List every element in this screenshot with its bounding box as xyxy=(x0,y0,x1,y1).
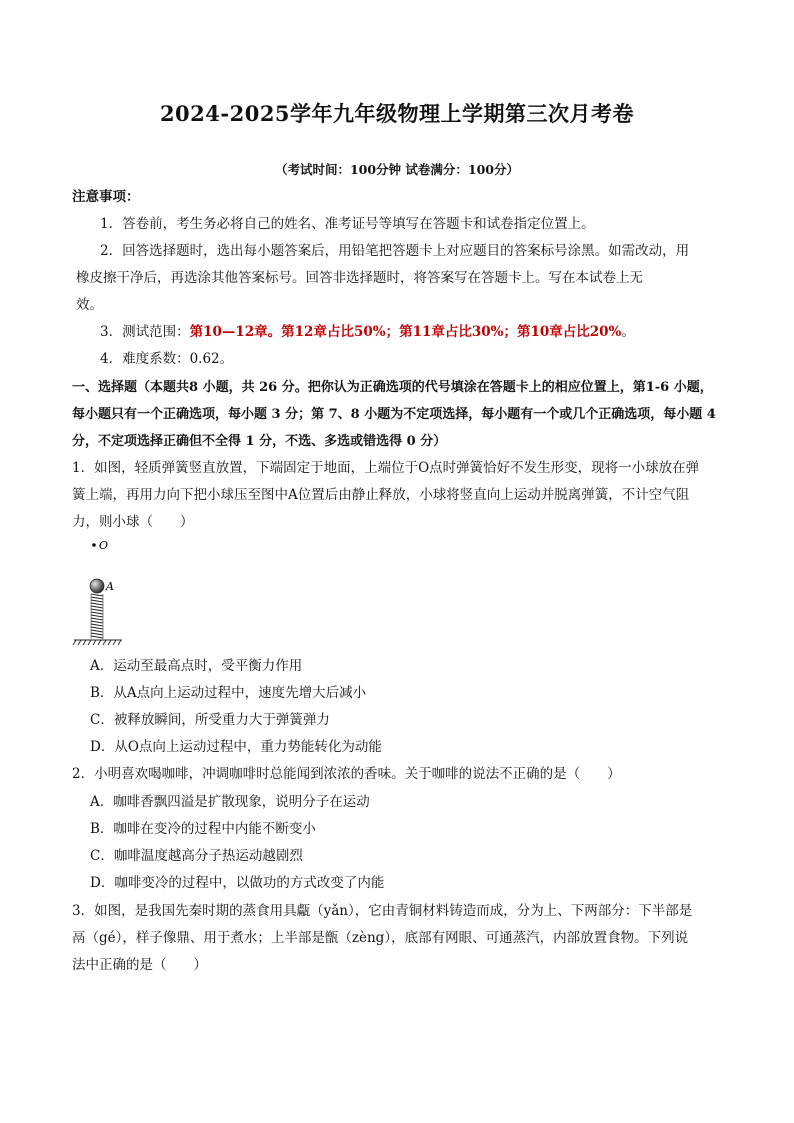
question-3-line-3: 法中正确的是（ ） xyxy=(72,957,207,973)
notice-section xyxy=(72,184,724,373)
point-a-label: A xyxy=(106,580,114,593)
section-1-line-1: 一、选择题（本题共8 小题，共 26 分。把你认为正确选项的代号填涂在答题卡上的相应位置上，第1-6 小题， xyxy=(72,380,713,395)
notice-item-3-prefix: 3．测试范围： xyxy=(100,324,190,340)
point-o-label: O xyxy=(99,539,109,552)
notice-item-3 xyxy=(72,319,724,346)
q2-option-a[interactable]: A．咖啡香飘四溢是扩散现象，说明分子在运动 xyxy=(90,794,370,810)
question-3-line-1: 3．如图，是我国先秦时期的蒸食用具甗（yǎn），它由青铜材料铸造而成，分为上、下两部分：下半部是 xyxy=(72,903,693,919)
ball xyxy=(90,579,104,593)
notice-item-2-line-1: 2．回答选择题时，选出每小题答案后，用铅笔把答题卡上对应题目的答案标号涂黑。如需改动，用 xyxy=(100,243,690,259)
section-1-line-2: 每小题只有一个正确选项，每小题 3 分；第 7、8 小题为不定项选择，每小题有一个或几个正确选项，每小题 4 xyxy=(72,407,716,422)
notice-heading: 注意事项： xyxy=(72,189,140,205)
question-3-line-2: 鬲（gé），样子像鼎、用于煮水；上半部是甑（zèng），底部有网眼、可通蒸汽，内部放置食物。下列说 xyxy=(72,930,689,946)
q1-option-b[interactable]: B．从A点向上运动过程中，速度先增大后减小 xyxy=(90,685,367,701)
notice-item-1: 1．答卷前，考生务必将自己的姓名、准考证号等填写在答题卡和试卷指定位置上。 xyxy=(100,216,595,232)
exam-info: （考试时间：100分钟 试卷满分：100分） xyxy=(274,162,520,177)
q1-option-c[interactable]: C．被释放瞬间，所受重力大于弹簧弹力 xyxy=(90,712,330,728)
ground xyxy=(73,640,122,645)
question-2-line-1: 2．小明喜欢喝咖啡，冲调咖啡时总能闻到浓浓的香味。关于咖啡的说法不正确的是（ ） xyxy=(72,766,621,782)
question-1-line-1: 1．如图，轻质弹簧竖直放置，下端固定于地面，上端位于O点时弹簧恰好不发生形变，现将一小球放在弹 xyxy=(72,460,700,476)
notice-item-2-line-2: 橡皮擦干净后，再选涂其他答案标号。回答非选择题时，将答案写在答题卡上。写在本试卷上无 xyxy=(76,270,643,286)
question-3-stem xyxy=(72,898,724,979)
spring-ball-figure xyxy=(72,536,152,654)
q1-option-a[interactable]: A．运动至最高点时，受平衡力作用 xyxy=(90,658,303,674)
question-1-stem xyxy=(72,455,724,536)
test-scope-highlight: 第10—12章。第12章占比50%；第11章占比30%；第10章占比20% xyxy=(189,324,622,340)
question-1-line-2: 簧上端，再用力向下把小球压至图中A位置后由静止释放，小球将竖直向上运动并脱离弹簧，不计空气阻 xyxy=(72,487,690,503)
spring xyxy=(91,594,103,639)
page-title: 2024-2025学年九年级物理上学期第三次月考卷 xyxy=(159,101,635,126)
q2-option-c[interactable]: C．咖啡温度越高分子热运动越剧烈 xyxy=(90,848,303,864)
q2-option-d[interactable]: D．咖啡变冷的过程中，以做功的方式改变了内能 xyxy=(90,875,385,891)
question-2-stem xyxy=(72,761,724,788)
section-1-line-3: 分，不定项选择正确但不全得 1 分，不选、多选或错选得 0 分） xyxy=(72,434,447,449)
question-1-line-3: 力，则小球（ ） xyxy=(72,514,194,530)
q1-option-d[interactable]: D．从O点向上运动过程中，重力势能转化为动能 xyxy=(90,739,382,755)
notice-item-2-line-3: 效。 xyxy=(76,297,103,313)
notice-item-4: 4．难度系数：0.62。 xyxy=(100,351,234,367)
section-1-header xyxy=(72,374,724,455)
notice-item-3-suffix: 。 xyxy=(621,324,635,340)
point-o-dot xyxy=(92,543,96,547)
q2-option-b[interactable]: B．咖啡在变冷的过程中内能不断变小 xyxy=(90,821,316,837)
